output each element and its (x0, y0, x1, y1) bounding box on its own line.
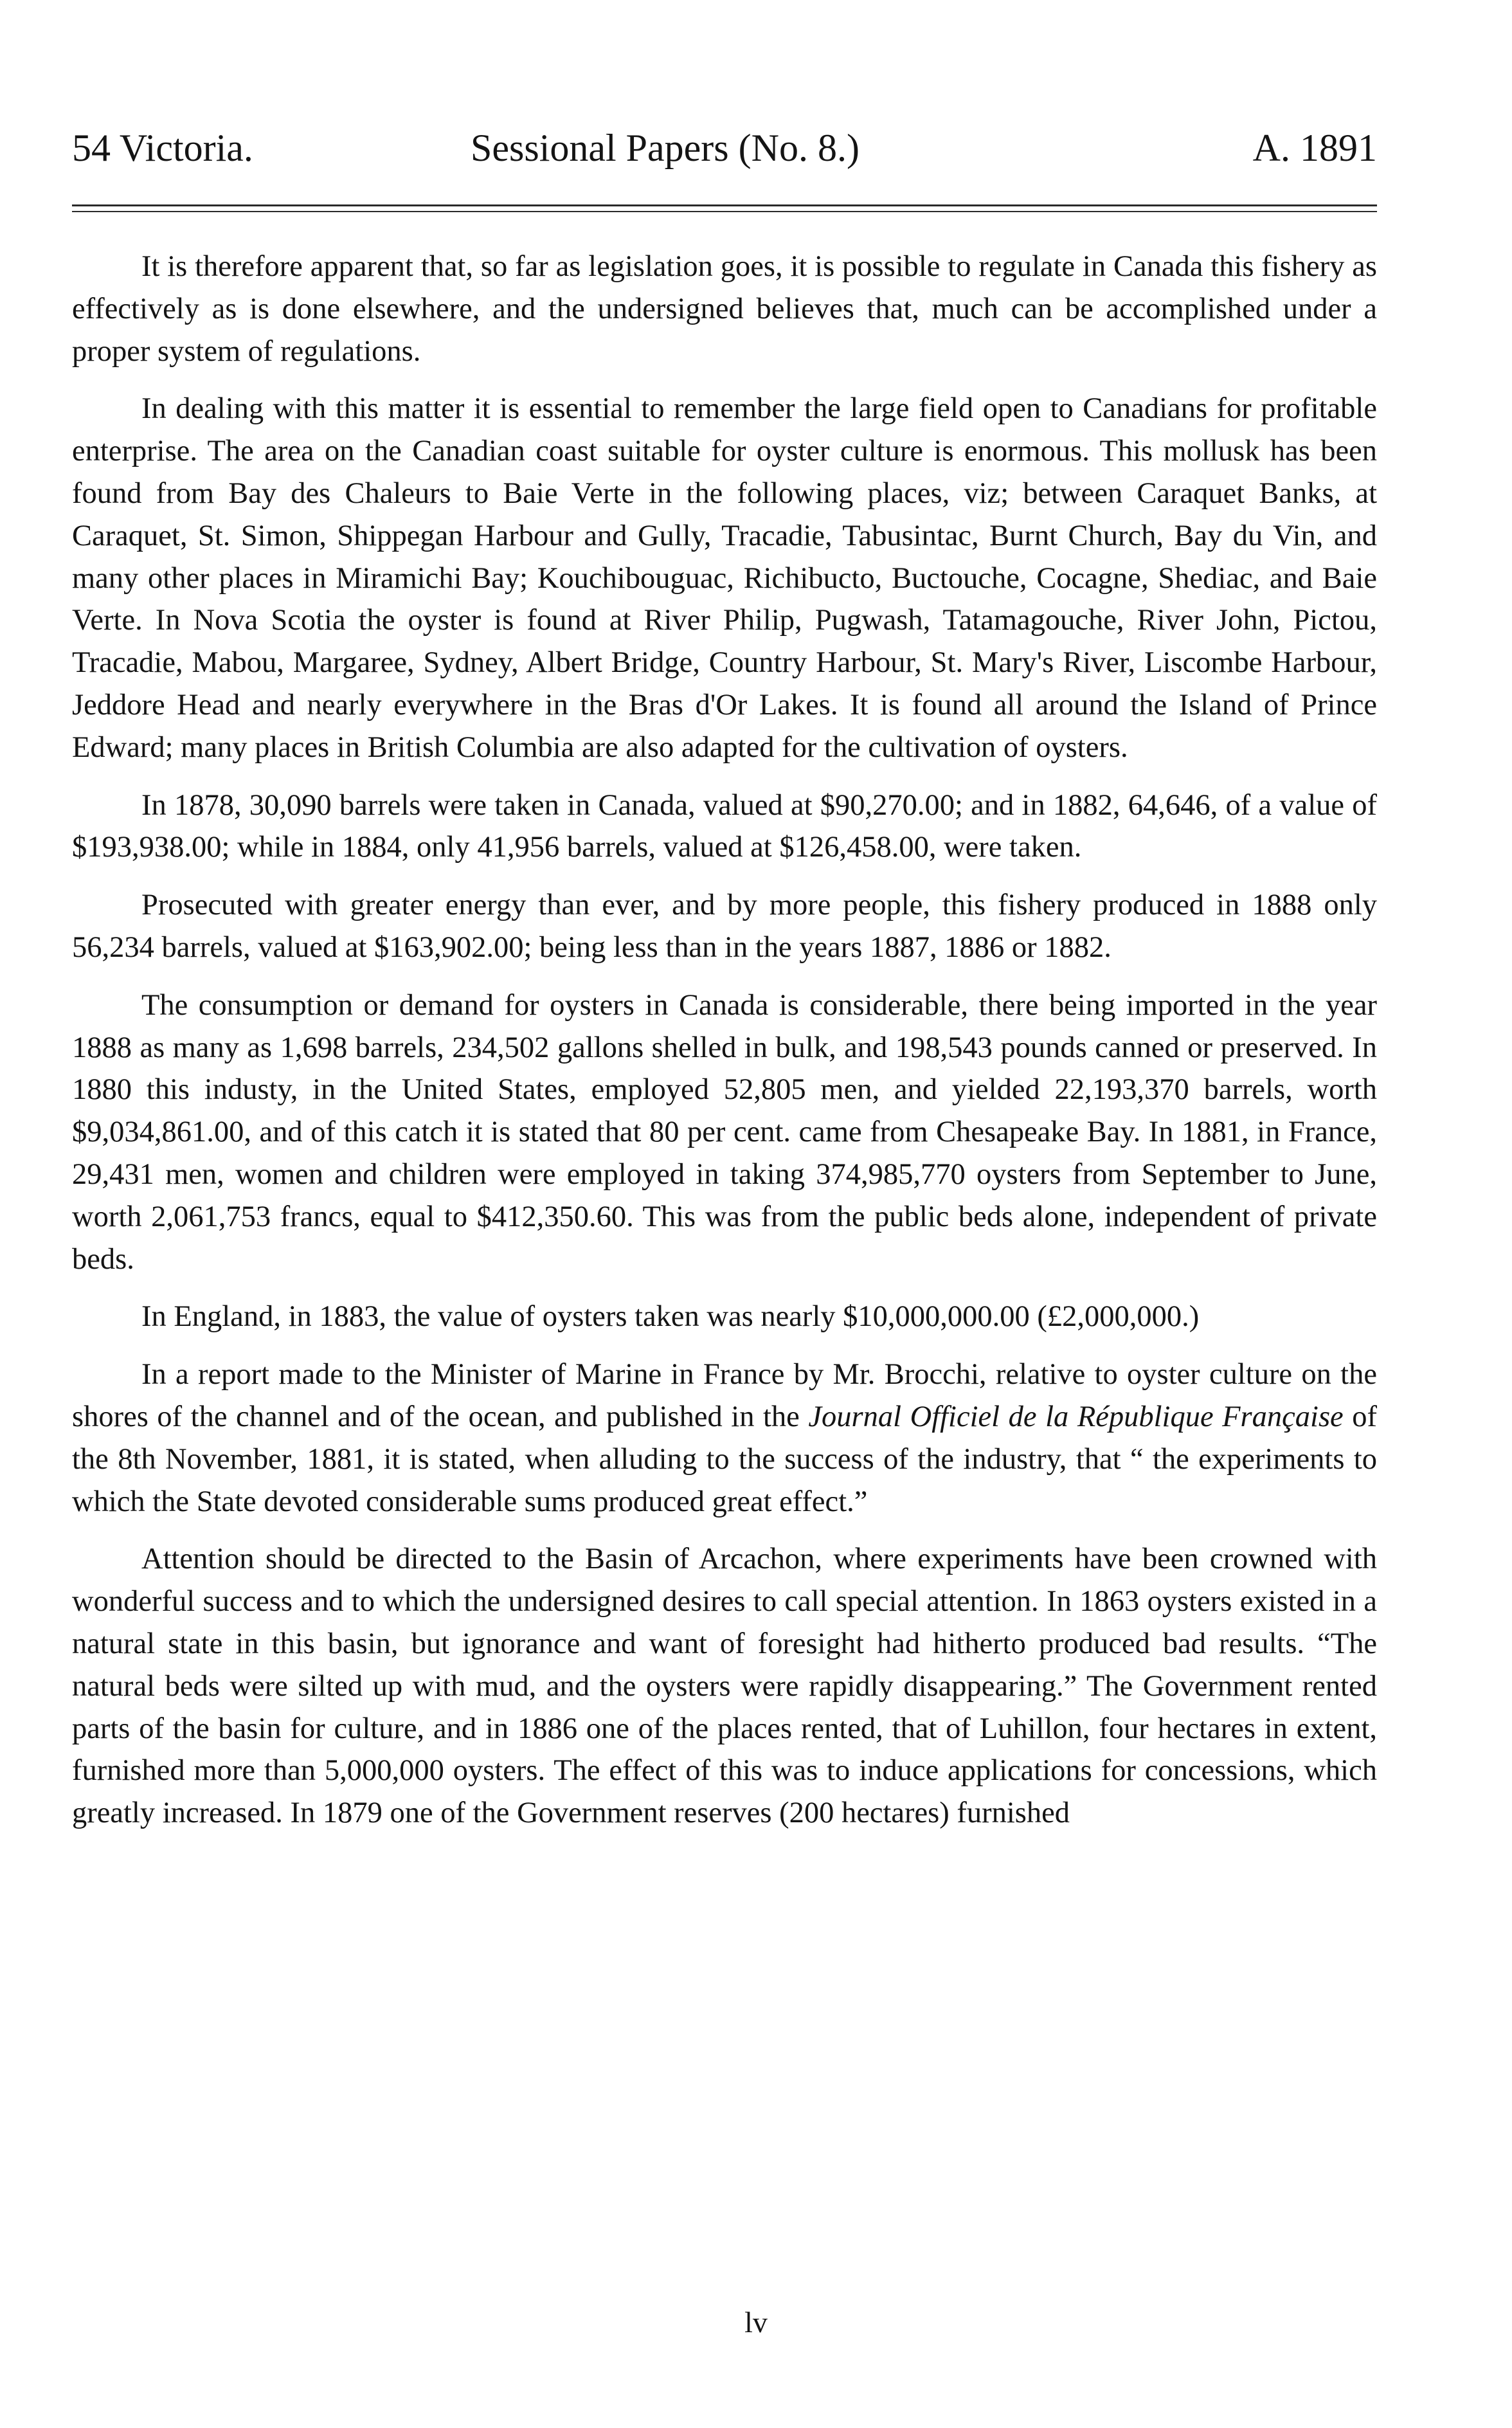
paragraph-regulation: It is therefore apparent that, so far as legislation goes, it is possible to regulate in Canada this fishery as effectively as is done elsewhere, and the undersigned believes that, much can be accomplished under a proper system of regulations. (72, 250, 1377, 368)
paragraph-catch-1888: Prosecuted with greater energy than ever, and by more people, this fishery produced in 1888 only 56,234 barrels, valued at $163,902.00; being less than in the years 1887, 1886 or 1882. (72, 889, 1377, 964)
report-text-after: of the 8th November, 1881, it is stated, when alluding to the success of the industry, that “ the experiments to which the State devoted considerable sums produced great effect.” (72, 1400, 1378, 1518)
paragraph-oyster-locations: In dealing with this matter it is essential to remember the large field open to Canadians for profitable enterprise. The area on the Canadian coast suitable for oyster culture is enormous. This mollusk has been found from Bay des Chaleurs to Baie Verte in the following places, viz; between Caraquet Banks, at Caraquet, St. Simon, Shippegan Harbour and Gully, Tracadie, Tabusintac, Burnt Church, Bay du Vin, and many other places in Miramichi Bay; Kouchibouguac, Richibucto, Buctouche, Cocagne, Shediac, and Baie Verte. In Nova Scotia the oyster is found at River Philip, Pugwash, Tatamagouche, River John, Pictou, Tracadie, Mabou, Margaree, Sydney, Albert Bridge, Country Harbour, St. Mary's River, Liscombe Harbour, Jeddore Head and nearly everywhere in the Bras d'Or Lakes. It is found all around the Island of Prince Edward; many places in British Columbia are also adapted for the cultivation of oysters. (72, 392, 1377, 764)
body-text (72, 246, 1377, 1850)
paragraph-consumption: The consumption or demand for oysters in Canada is considerable, there being imported in the year 1888 as many as 1,698 barrels, 234,502 gallons shelled in bulk, and 198,543 pounds canned or preserved. In 1880 this industy, in the United States, employed 52,805 men, and yielded 22,193,370 barrels, worth $9,034,861.00, and of this catch it is stated that 80 per cent. came from Chesapeake Bay. In 1881, in France, 29,431 men, women and children were employed in taking 374,985,770 oysters from September to June, worth 2,061,753 francs, equal to $412,350.60. This was from the public beds alone, independent of private beds. (72, 988, 1377, 1276)
paragraph-arcachon: Attention should be directed to the Basin of Arcachon, where experiments have been crowned with wonderful success and to which the undersigned desires to call special attention. In 1863 oysters existed in a natural state in this basin, but ignorance and want of foresight had hitherto produced bad results. “The natural beds were silted up with mud, and the oysters were rapidly disappearing.” The Government rented parts of the basin for culture, and in 1886 one of the places rented, that of Luhillon, four hectares in extent, furnished more than 5,000,000 oysters. The effect of this was to induce applications for concessions, which greatly increased. In 1879 one of the Government reserves (200 hectares) furnished (72, 1543, 1377, 1830)
header-year: A. 1891 (1252, 127, 1377, 169)
header-volume: 54 Victoria. (72, 127, 253, 169)
header-rule-top (72, 204, 1377, 206)
page-number: lv (744, 2306, 768, 2339)
report-text-before: In a report made to the Minister of Marine in France by Mr. Brocchi, relative to oyster culture on the shores of the channel and of the ocean, and published in the (72, 1358, 1377, 1433)
paragraph-brocchi-report (72, 1354, 1377, 1523)
header-title: Sessional Papers (No. 8.) (471, 127, 860, 169)
running-header (72, 122, 1377, 174)
header-rule-bottom (72, 211, 1377, 212)
journal-title: Journal Officiel de la République Française (808, 1400, 1344, 1433)
paragraph-catch-1878-1884: In 1878, 30,090 barrels were taken in Canada, valued at $90,270.00; and in 1882, 64,646, of a value of $193,938.00; while in 1884, only 41,956 barrels, valued at $126,458.00, were taken. (72, 788, 1377, 864)
paragraph-england: In England, in 1883, the value of oysters taken was nearly $10,000,000.00 (£2,000,000.) (141, 1300, 1200, 1334)
